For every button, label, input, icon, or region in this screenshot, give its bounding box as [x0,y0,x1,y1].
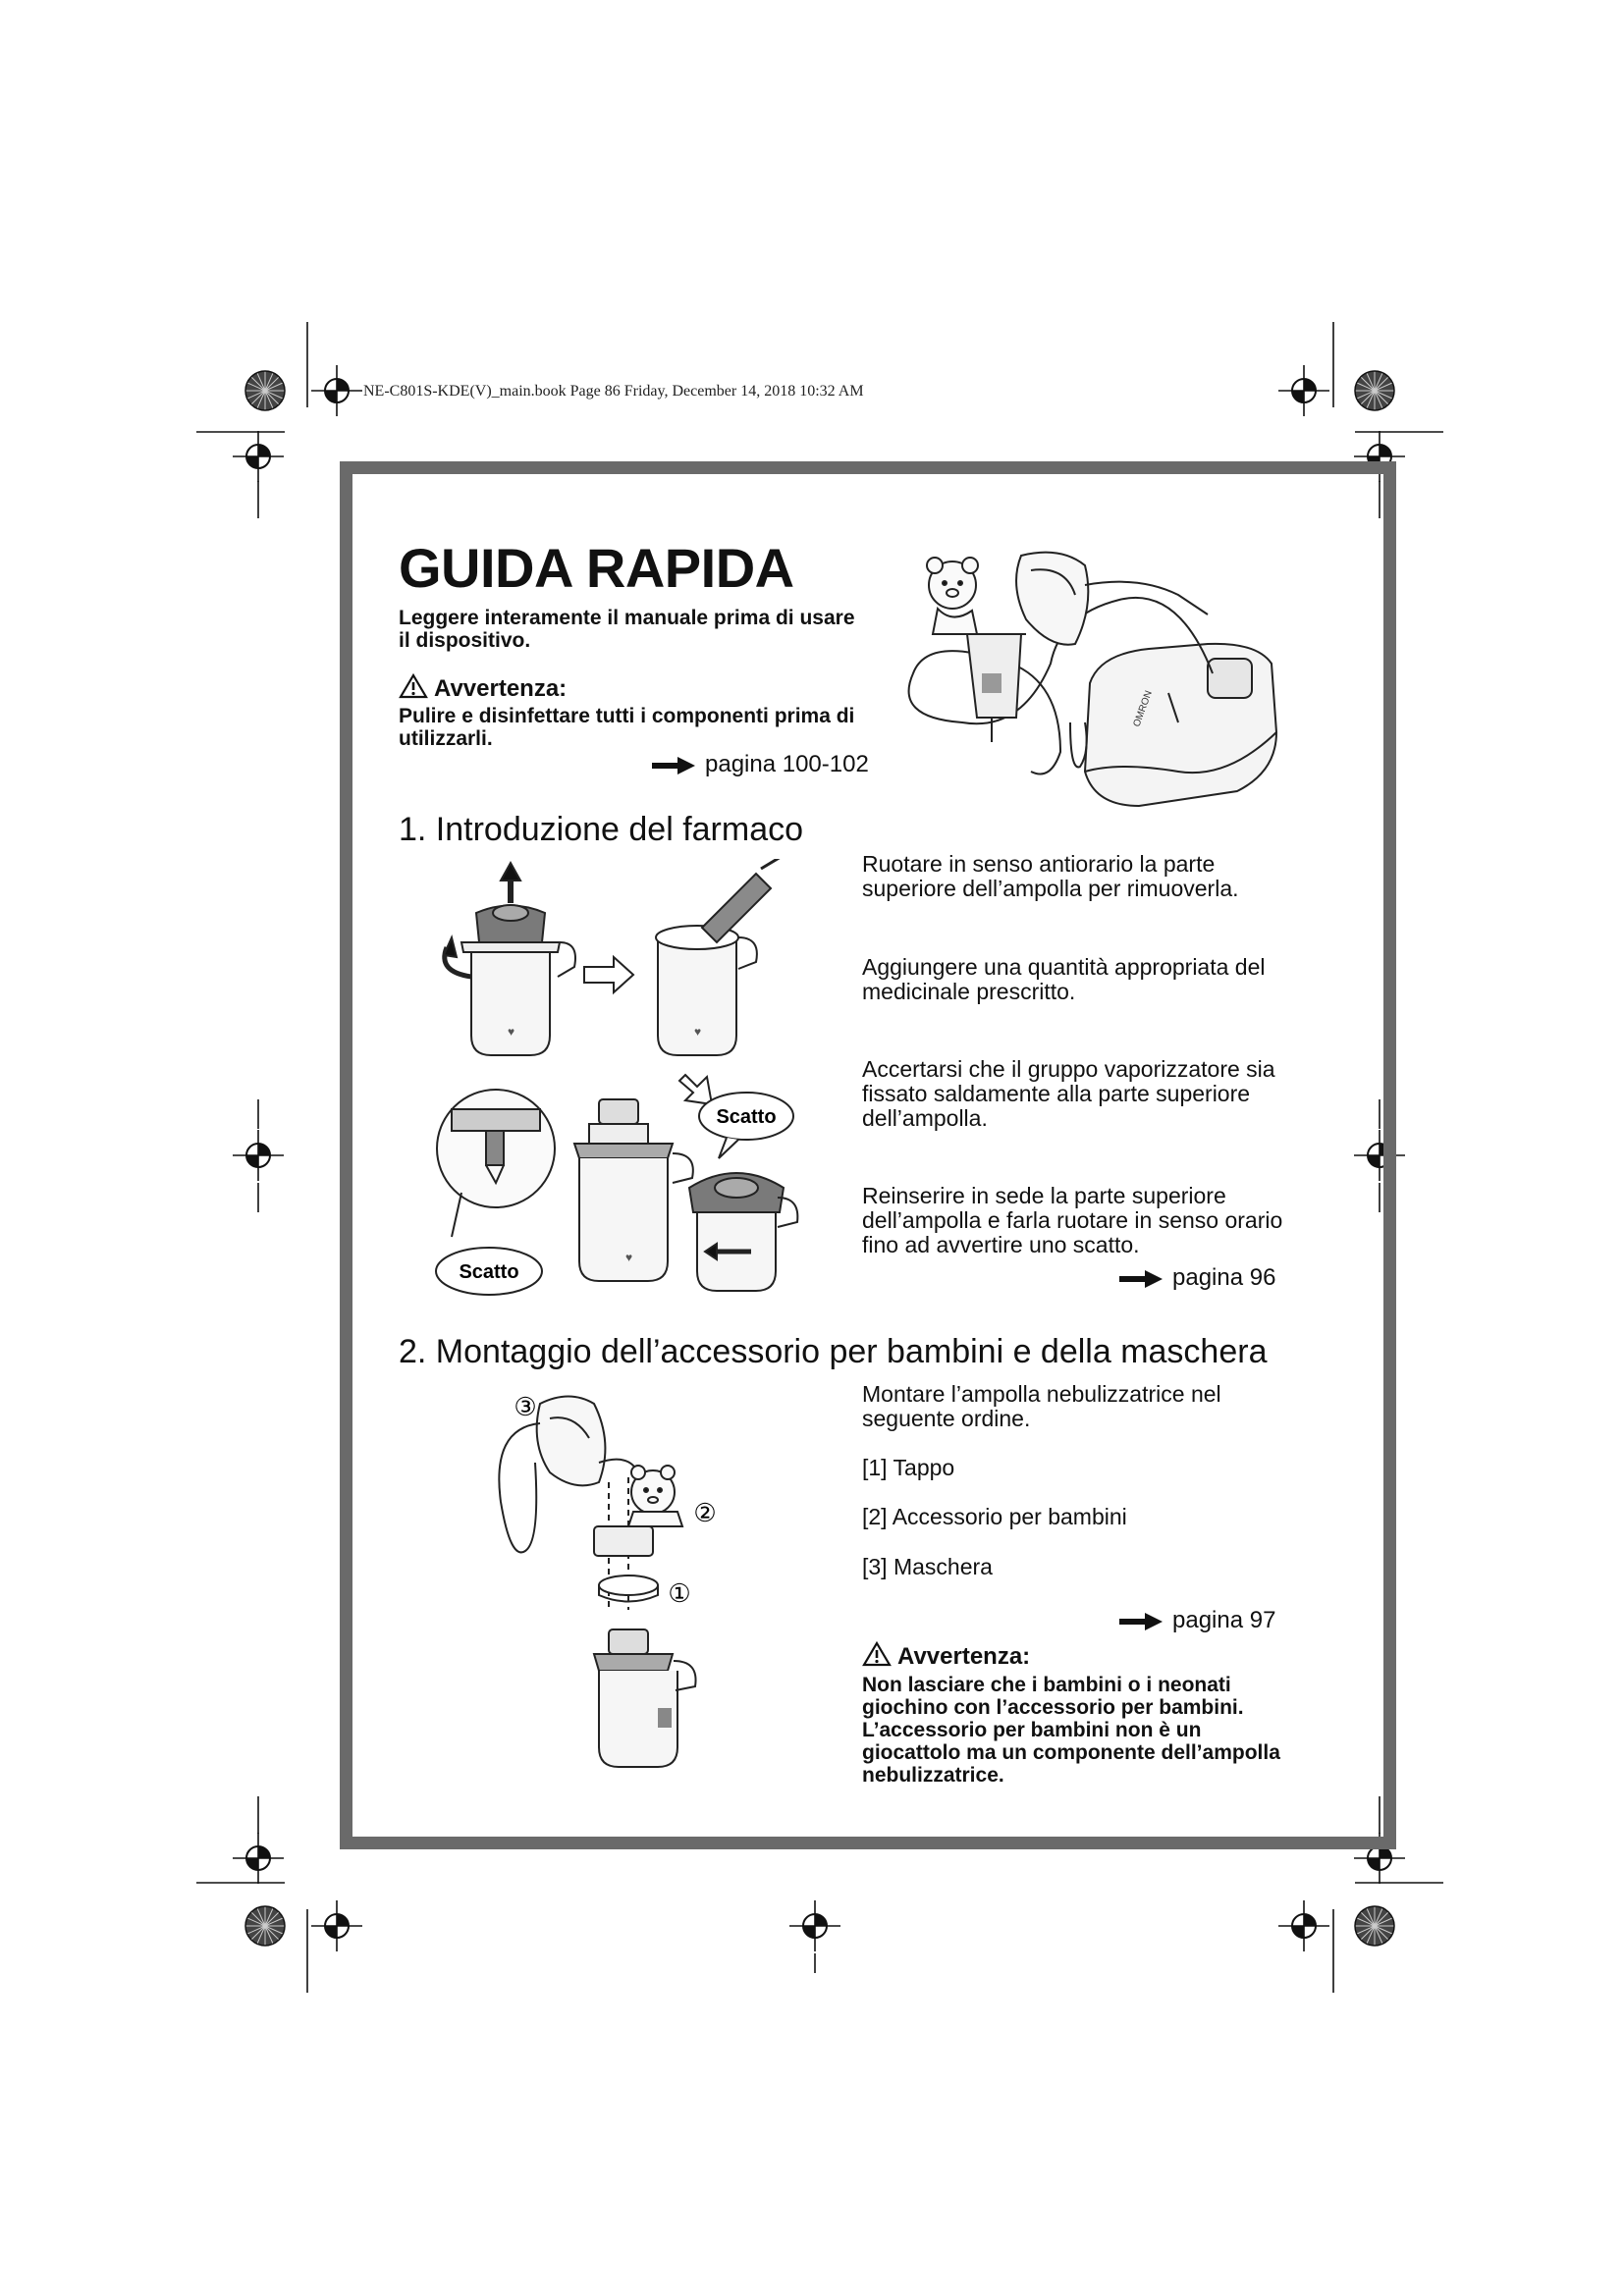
section1-step-2: Aggiungere una quantità appropriata del medicinale prescritto. [862,954,1266,1004]
print-header: NE-C801S-KDE(V)_main.book Page 86 Friday, December 14, 2018 10:32 AM [363,383,864,400]
callout-1: ① [668,1578,691,1608]
registration-mark-icon [1278,365,1329,416]
warning-top-heading: Avvertenza: [399,673,567,703]
registration-mark-icon [311,365,362,416]
color-target-icon [245,1906,285,1946]
section1-step-3: Accertarsi che il gruppo vaporizzatore sia fissato saldamente alla parte superiore dell’ampolla. [862,1056,1275,1131]
right-arrow-icon [1119,1613,1163,1630]
registration-mark-icon [233,431,284,482]
svg-text:♥: ♥ [508,1025,515,1039]
right-arrow-icon [1119,1270,1163,1288]
click-label-left: Scatto [459,1261,519,1283]
svg-text:OMRON: OMRON [1131,689,1155,729]
color-target-icon [1355,1906,1394,1946]
child-accessory-assembly-illustration [481,1384,805,1777]
section2-item-2: [2] Accessorio per bambini [862,1504,1127,1529]
page-ref-top: pagina 100-102 [652,751,869,778]
svg-text:♥: ♥ [694,1025,702,1039]
section2-intro: Montare l’ampolla nebulizzatrice nel seguente ordine. [862,1381,1221,1431]
click-label-right: Scatto [716,1106,777,1128]
page-ref-section1: pagina 96 [1119,1264,1275,1292]
warning-bottom-heading: Avvertenza: [862,1641,1030,1671]
intro-text: Leggere interamente il manuale prima di usare il dispositivo. [399,607,855,652]
warning-triangle-icon [399,673,428,699]
section1-title: 1. Introduzione del farmaco [399,811,804,848]
callout-3: ③ [514,1392,537,1421]
registration-mark-icon [311,1900,362,1951]
registration-mark-icon [233,1833,284,1884]
svg-text:♥: ♥ [625,1251,633,1264]
nebulizer-device-illustration [884,526,1296,821]
warning-top-text: Pulire e disinfettare tutti i componenti prima di utilizzarli. [399,705,855,750]
registration-mark-icon [789,1900,840,1951]
registration-mark-icon [233,1130,284,1181]
section1-step-1: Ruotare in senso antiorario la parte superiore dell’ampolla per rimuoverla. [862,851,1239,901]
section1-step-4: Reinserire in sede la parte superiore dell’ampolla e farla ruotare in senso orario fino ad avvertire uno scatto. [862,1183,1283,1257]
callout-2: ② [693,1498,717,1527]
warning-bottom-text: Non lasciare che i bambini o i neonati giochino con l’accessorio per bambini. L’accessorio per bambini non è un giocattolo ma un componente dell’ampolla nebulizzatrice. [862,1674,1280,1787]
right-arrow-icon [652,757,695,774]
section2-item-1: [1] Tappo [862,1455,955,1480]
section2-item-3: [3] Maschera [862,1554,993,1579]
page-ref-section2: pagina 97 [1119,1607,1275,1634]
warning-triangle-icon [862,1641,892,1667]
medicine-insertion-illustration [432,859,825,1306]
page-title: GUIDA RAPIDA [399,537,794,599]
section2-title: 2. Montaggio dell’accessorio per bambini e della maschera [399,1333,1268,1370]
color-target-icon [1355,371,1394,410]
color-target-icon [245,371,285,410]
registration-mark-icon [1278,1900,1329,1951]
